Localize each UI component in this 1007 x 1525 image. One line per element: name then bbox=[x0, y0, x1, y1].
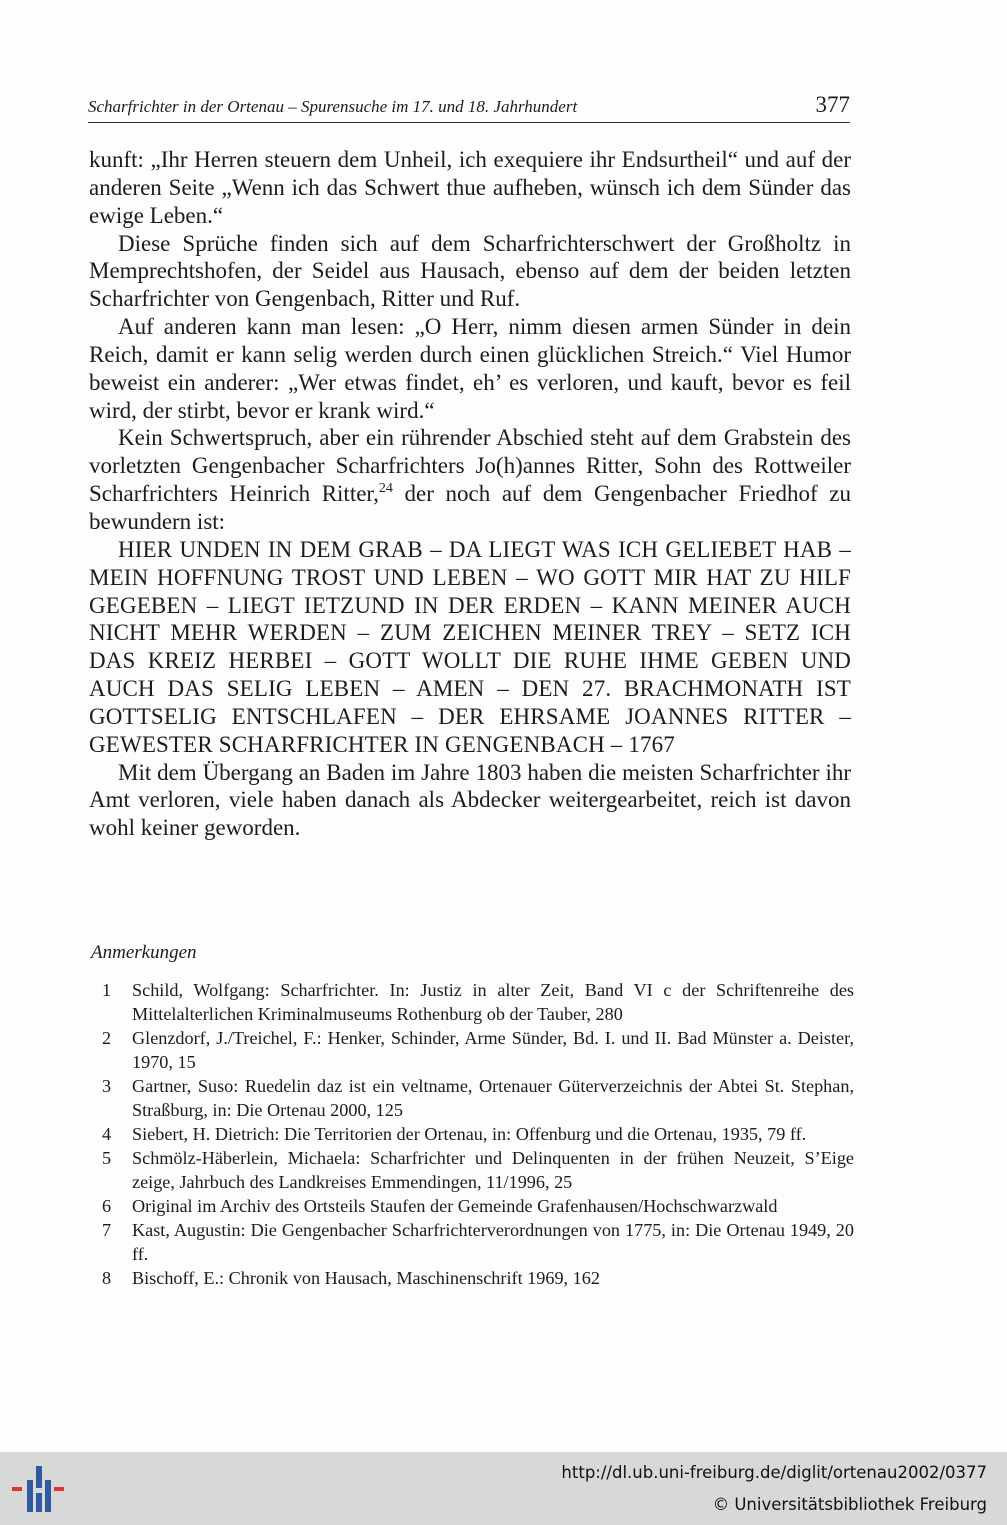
paragraph-6: Mit dem Übergang an Baden im Jahre 1803 haben die meisten Scharfrichter ihr Amt verloren, viele haben danach als Abdecker weitergearbeitet, reich ist davon wohl keiner geworden. bbox=[89, 759, 851, 841]
notes-heading: Anmerkungen bbox=[91, 942, 197, 963]
paragraph-3: Auf anderen kann man lesen: „O Herr, nimm diesen armen Sünder in dein Reich, damit er kann selig werden durch einen glücklichen Streich.“ Viel Humor beweist ein anderer: „Wer etwas findet, eh’ es verloren, und kauft, bevor es feil wird, der stirbt, bevor er krank wird.“ bbox=[89, 314, 851, 423]
page-number: 377 bbox=[815, 92, 850, 117]
note-text: Gartner, Suso: Ruedelin daz ist ein veltname, Ortenauer Güterverzeichnis der Abtei St. Stephan, Straßburg, in: Die Ortenau 2000, 125 bbox=[132, 1076, 854, 1120]
note-text: Schmölz-Häberlein, Michaela: Scharfrichter und Delinquenten in der frühen Neuzeit, S’Eige zeige, Jahrbuch des Landkreises Emmendingen, 11/1996, 25 bbox=[132, 1148, 854, 1192]
paragraph-4 bbox=[89, 424, 851, 535]
note-number: 3 bbox=[102, 1076, 112, 1096]
gravestone-inscription: HIER UNDEN IN DEM GRAB – DA LIEGT WAS ICH GELIEBET HAB – MEIN HOFFNUNG TROST UND LEBEN – WO GOTT MIR HAT ZU HILF GEGEBEN – LIEGT IETZUND IN DER ERDEN – KANN MEINER AUCH NICHT MEHR WERDEN – ZUM ZEICHEN MEINER TREY – SETZ ICH DAS KREIZ HERBEI – GOTT WOLLT DIE RUHE IHME GEBEN UND AUCH DAS SELIG LEBEN – AMEN – DEN 27. BRACHMONATH IST GOTTSELIG ENTSCHLAFEN – DER EHRSAME JOANNES RITTER – GEWESTER SCHARFRICHTER IN GENGENBACH – 1767 bbox=[89, 536, 851, 757]
note-number: 8 bbox=[102, 1268, 112, 1288]
running-title: Scharfrichter in der Ortenau – Spurensuche im 17. und 18. Jahrhundert bbox=[88, 97, 578, 116]
note-item bbox=[91, 1218, 854, 1266]
paragraph-4-start: Kein Schwertspruch, aber ein rührender Abschied steht auf dem Grabstein des vorletzten Gengenbacher Scharfrichters Jo(h)annes Ritter, Sohn des Rottweiler Scharfrichters Heinrich Ritter, bbox=[89, 425, 851, 507]
main-text bbox=[89, 146, 851, 842]
note-item bbox=[91, 1026, 854, 1074]
paragraph-4-end: der noch auf dem Gengenbacher Friedhof zu bewundern ist: bbox=[89, 481, 851, 534]
notes-list bbox=[91, 978, 854, 1290]
note-item bbox=[91, 1074, 854, 1122]
footer-bar bbox=[0, 1452, 1007, 1525]
note-item bbox=[91, 1122, 854, 1146]
note-item bbox=[91, 1266, 854, 1290]
note-number: 6 bbox=[102, 1196, 112, 1216]
note-number: 7 bbox=[102, 1220, 112, 1240]
running-header bbox=[88, 88, 850, 123]
note-item bbox=[91, 1146, 854, 1194]
copyright-notice: © Universitätsbibliothek Freiburg bbox=[712, 1495, 987, 1514]
note-text: Original im Archiv des Ortsteils Staufen der Gemeinde Grafenhausen/Hochschwarzwald bbox=[132, 1196, 778, 1216]
footnote-reference-24[interactable]: 24 bbox=[378, 481, 393, 497]
note-number: 1 bbox=[102, 980, 112, 1000]
note-text: Bischoff, E.: Chronik von Hausach, Maschinenschrift 1969, 162 bbox=[132, 1268, 600, 1288]
paragraph-1: kunft: „Ihr Herren steuern dem Unheil, ich exequiere ihr Endsurtheil“ und auf der anderen Seite „Wenn ich das Schwert thue aufheben, wünsch ich dem Sünder das ewige Leben.“ bbox=[89, 147, 851, 228]
note-text: Schild, Wolfgang: Scharfrichter. In: Justiz in alter Zeit, Band VI c der Schriftenreihe des Mittelalterlichen Kriminalmuseums Rothenburg ob der Tauber, 280 bbox=[132, 980, 854, 1024]
source-url-link[interactable]: http://dl.ub.uni-freiburg.de/diglit/ortenau2002/0377 bbox=[561, 1463, 987, 1482]
note-number: 2 bbox=[102, 1028, 112, 1048]
note-text: Glenzdorf, J./Treichel, F.: Henker, Schinder, Arme Sünder, Bd. I. und II. Bad Münster a. Deister, 1970, 15 bbox=[132, 1028, 854, 1072]
note-text: Siebert, H. Dietrich: Die Territorien der Ortenau, in: Offenburg und die Ortenau, 1935, 79 ff. bbox=[132, 1124, 807, 1144]
note-item bbox=[91, 978, 854, 1026]
note-number: 5 bbox=[102, 1148, 112, 1168]
note-item bbox=[91, 1194, 854, 1218]
note-number: 4 bbox=[102, 1124, 112, 1144]
paragraph-2: Diese Sprüche finden sich auf dem Scharfrichterschwert der Großholtz in Memprechtshofen, der Seidel aus Hausach, ebenso auf dem der beiden letzten Scharfrichter von Gengenbach, Ritter und Ruf. bbox=[89, 230, 851, 312]
ub-freiburg-logo-icon[interactable] bbox=[12, 1466, 64, 1512]
note-text: Kast, Augustin: Die Gengenbacher Scharfrichterverordnungen von 1775, in: Die Ortenau 1949, 20 ff. bbox=[132, 1220, 854, 1264]
